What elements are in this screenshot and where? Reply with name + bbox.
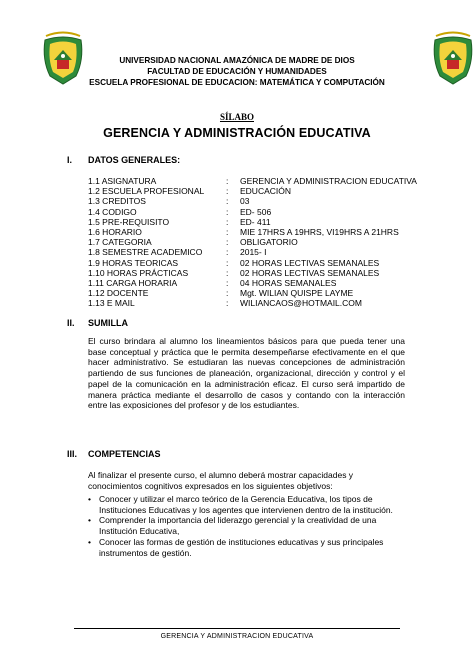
data-label: 1.6 HORARIO bbox=[88, 226, 142, 237]
data-row bbox=[88, 247, 417, 257]
bullet-icon: • bbox=[88, 515, 91, 526]
section-heading-competencies bbox=[67, 449, 161, 459]
data-separator: : bbox=[226, 277, 229, 288]
data-separator: : bbox=[226, 226, 229, 237]
data-row bbox=[88, 186, 417, 196]
data-value: EDUCACIÓN bbox=[240, 186, 292, 197]
data-label: 1.3 CREDITOS bbox=[88, 196, 146, 207]
data-separator: : bbox=[226, 257, 229, 268]
data-separator: : bbox=[226, 237, 229, 248]
data-label: 1.9 HORAS TEORICAS bbox=[88, 257, 179, 268]
data-value: GERENCIA Y ADMINISTRACION EDUCATIVA bbox=[240, 176, 417, 186]
data-value: 02 HORAS LECTIVAS SEMANALES bbox=[240, 257, 380, 268]
data-row bbox=[88, 196, 417, 206]
data-label: 1.7 CATEGORIA bbox=[88, 237, 152, 248]
section-heading-summary bbox=[67, 318, 128, 328]
footer-text: GERENCIA Y ADMINISTRACION EDUCATIVA bbox=[160, 633, 314, 640]
competency-item bbox=[88, 494, 410, 515]
data-value: MIE 17HRS A 19HRS, VI19HRS A 21HRS bbox=[240, 226, 399, 237]
data-value: 2015- I bbox=[240, 247, 267, 258]
data-row bbox=[88, 217, 417, 227]
footer-divider bbox=[74, 628, 400, 629]
competency-item bbox=[88, 537, 410, 558]
data-separator: : bbox=[226, 298, 229, 309]
data-separator: : bbox=[226, 176, 229, 186]
data-separator: : bbox=[226, 206, 229, 217]
data-value: 02 HORAS LECTIVAS SEMANALES bbox=[240, 267, 380, 278]
data-value: WILIANCAOS@HOTMAIL.COM bbox=[240, 298, 362, 309]
competencies-list bbox=[88, 494, 410, 558]
data-value: ED- 506 bbox=[240, 206, 272, 217]
data-value: ED- 411 bbox=[240, 216, 271, 227]
data-separator: : bbox=[226, 186, 229, 197]
data-separator: : bbox=[226, 247, 229, 258]
institution-header bbox=[60, 55, 414, 88]
data-separator: : bbox=[226, 267, 229, 278]
competencies-intro: Al finalizar el presente curso, el alumno deberá mostrar capacidades y conocimientos cognitivos expresados en los siguientes objetivos: bbox=[88, 470, 354, 491]
data-separator: : bbox=[226, 288, 229, 299]
data-value: 04 HORAS SEMANALES bbox=[240, 277, 337, 288]
section-title: DATOS GENERALES: bbox=[88, 155, 181, 165]
data-separator: : bbox=[226, 196, 229, 207]
data-row bbox=[88, 258, 417, 268]
school-name: ESCUELA PROFESIONAL DE EDUCACION: MATEMÁTICA Y COMPUTACIÓN bbox=[89, 78, 385, 87]
data-label: 1.8 SEMESTRE ACADEMICO bbox=[88, 247, 203, 258]
data-label: 1.1 ASIGNATURA bbox=[88, 176, 157, 186]
bullet-icon: • bbox=[88, 536, 91, 547]
data-row bbox=[88, 227, 417, 237]
section-title: SUMILLA bbox=[88, 318, 128, 328]
summary-paragraph: El curso brindara al alumno los lineamientos básicos para que pueda tener una base conceptual y práctica que le permita desempeñarse efectivamente en el que hacer administrativo. Se estudiaran las nuevas concepciones de administración partiendo de sus funciones de planeación, organizacional, dirección y control y el papel de la comunicación en la administración eficaz. El curso será impartido de manera práctica mediante el desarrollo de casos y contando con la interacción entre las exposiciones del profesor y de los estudiantes. bbox=[88, 336, 405, 411]
faculty-crest-icon bbox=[430, 30, 474, 88]
section-number: I. bbox=[67, 155, 73, 165]
data-label: 1.10 HORAS PRÁCTICAS bbox=[88, 267, 189, 278]
university-name: UNIVERSIDAD NACIONAL AMAZÓNICA DE MADRE DE DIOS bbox=[119, 56, 355, 65]
data-value: Mgt. WILIAN QUISPE LAYME bbox=[240, 288, 354, 299]
section-number: II. bbox=[67, 318, 75, 328]
data-value: 03 bbox=[240, 196, 250, 207]
document-title: GERENCIA Y ADMINISTRACIÓN EDUCATIVA bbox=[103, 126, 371, 140]
data-row bbox=[88, 288, 417, 298]
data-row bbox=[88, 268, 417, 278]
section-heading-general bbox=[67, 155, 180, 165]
competency-text: Conocer las formas de gestión de instituciones educativas y sus principales instrumentos de gestión. bbox=[99, 536, 384, 558]
data-label: 1.4 CODIGO bbox=[88, 206, 137, 217]
section-title: COMPETENCIAS bbox=[88, 449, 161, 459]
faculty-name: FACULTAD DE EDUCACIÓN Y HUMANIDADES bbox=[147, 67, 327, 76]
data-label: 1.11 CARGA HORARIA bbox=[88, 277, 178, 288]
data-label: 1.13 E MAIL bbox=[88, 298, 135, 309]
data-value: OBLIGATORIO bbox=[240, 237, 298, 248]
data-label: 1.5 PRE-REQUISITO bbox=[88, 216, 170, 227]
bullet-icon: • bbox=[88, 494, 91, 504]
data-label: 1.12 DOCENTE bbox=[88, 288, 149, 299]
data-row bbox=[88, 298, 417, 308]
general-data-table bbox=[88, 176, 417, 308]
data-separator: : bbox=[226, 216, 229, 227]
data-label: 1.2 ESCUELA PROFESIONAL bbox=[88, 186, 205, 197]
competency-item bbox=[88, 515, 410, 536]
document-label: SÍLABO bbox=[219, 112, 254, 122]
data-row bbox=[88, 207, 417, 217]
data-row bbox=[88, 278, 417, 288]
data-row bbox=[88, 237, 417, 247]
data-row bbox=[88, 176, 417, 186]
competency-text: Conocer y utilizar el marco teórico de la Gerencia Educativa, los tipos de Instituciones Educativas y los agentes que intervienen dentro de la institución. bbox=[99, 494, 393, 515]
section-number: III. bbox=[67, 449, 78, 459]
competency-text: Comprender la importancia del liderazgo gerencial y la creatividad de una Institución Educativa, bbox=[99, 515, 377, 537]
